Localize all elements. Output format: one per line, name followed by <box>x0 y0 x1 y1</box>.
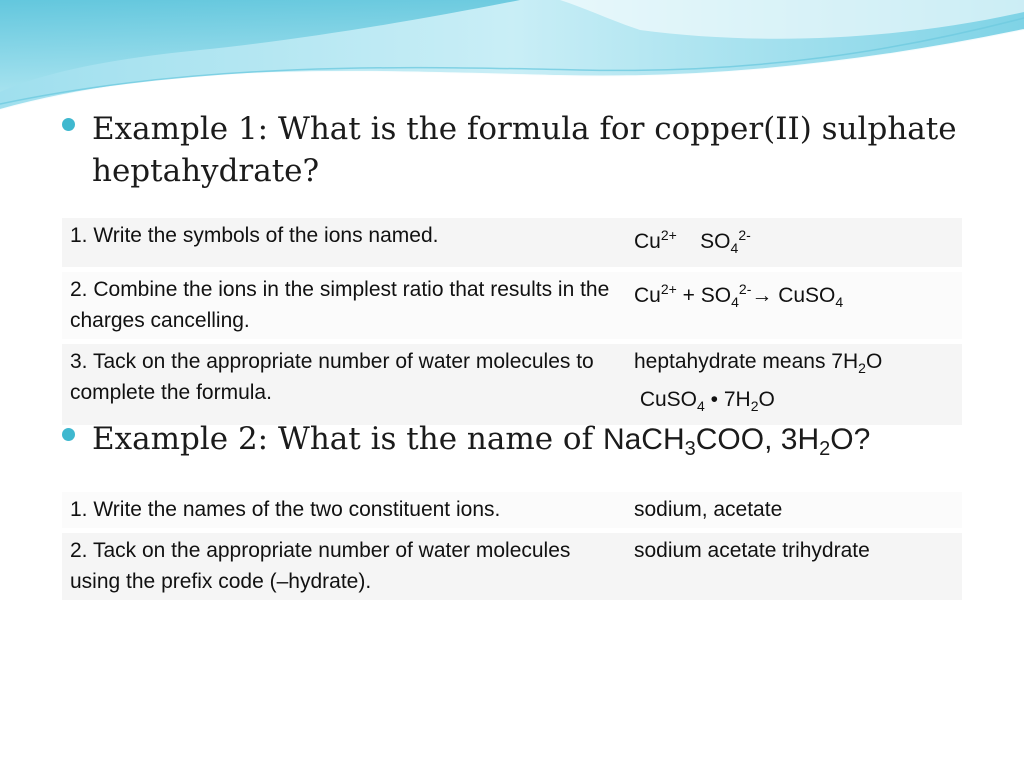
step-instruction: 1. Write the names of the two constituent ions. <box>62 492 626 528</box>
step-answer: $Cu^{2+}$ $SO_4^{2-}$ <box>626 218 962 267</box>
table-row <box>62 272 962 339</box>
step-instruction: 2. Combine the ions in the simplest ratio that results in the charges cancelling. <box>62 272 626 339</box>
example-1-question-text: Example 1: What is the formula for copper(II) sulphate heptahydrate? <box>92 111 957 189</box>
example-2-question-text: Example 2: What is the name of <box>92 421 603 457</box>
example-2-formula: NaCH$_3$COO, $3H_2O$? <box>602 423 871 460</box>
bullet-icon <box>62 118 75 131</box>
step-instruction: 1. Write the symbols of the ions named. <box>62 218 626 267</box>
step-answer: heptahydrate means $7H_2O$ CuSO$_4$ • $7H_2O$ <box>626 344 962 425</box>
table-row <box>62 533 962 600</box>
example-2-steps-table <box>62 487 962 605</box>
table-row <box>62 218 962 267</box>
header-wave-decoration <box>0 0 1024 120</box>
step-answer: sodium, acetate <box>626 492 962 528</box>
table-row <box>62 492 962 528</box>
arrow-icon: → <box>751 284 773 307</box>
example-2-question <box>62 418 982 470</box>
example-1-question <box>62 108 982 192</box>
step-instruction: 2. Tack on the appropriate number of water molecules using the prefix code (–hydrate). <box>62 533 626 600</box>
table-row <box>62 344 962 425</box>
step-answer: sodium acetate trihydrate <box>626 533 962 600</box>
step-instruction: 3. Tack on the appropriate number of water molecules to complete the formula. <box>62 344 626 425</box>
bullet-icon <box>62 428 75 441</box>
step-answer: $Cu^{2+} + SO_4^{2-}\to$ CuSO$_4$ <box>626 272 962 339</box>
example-1-steps-table <box>62 213 962 430</box>
